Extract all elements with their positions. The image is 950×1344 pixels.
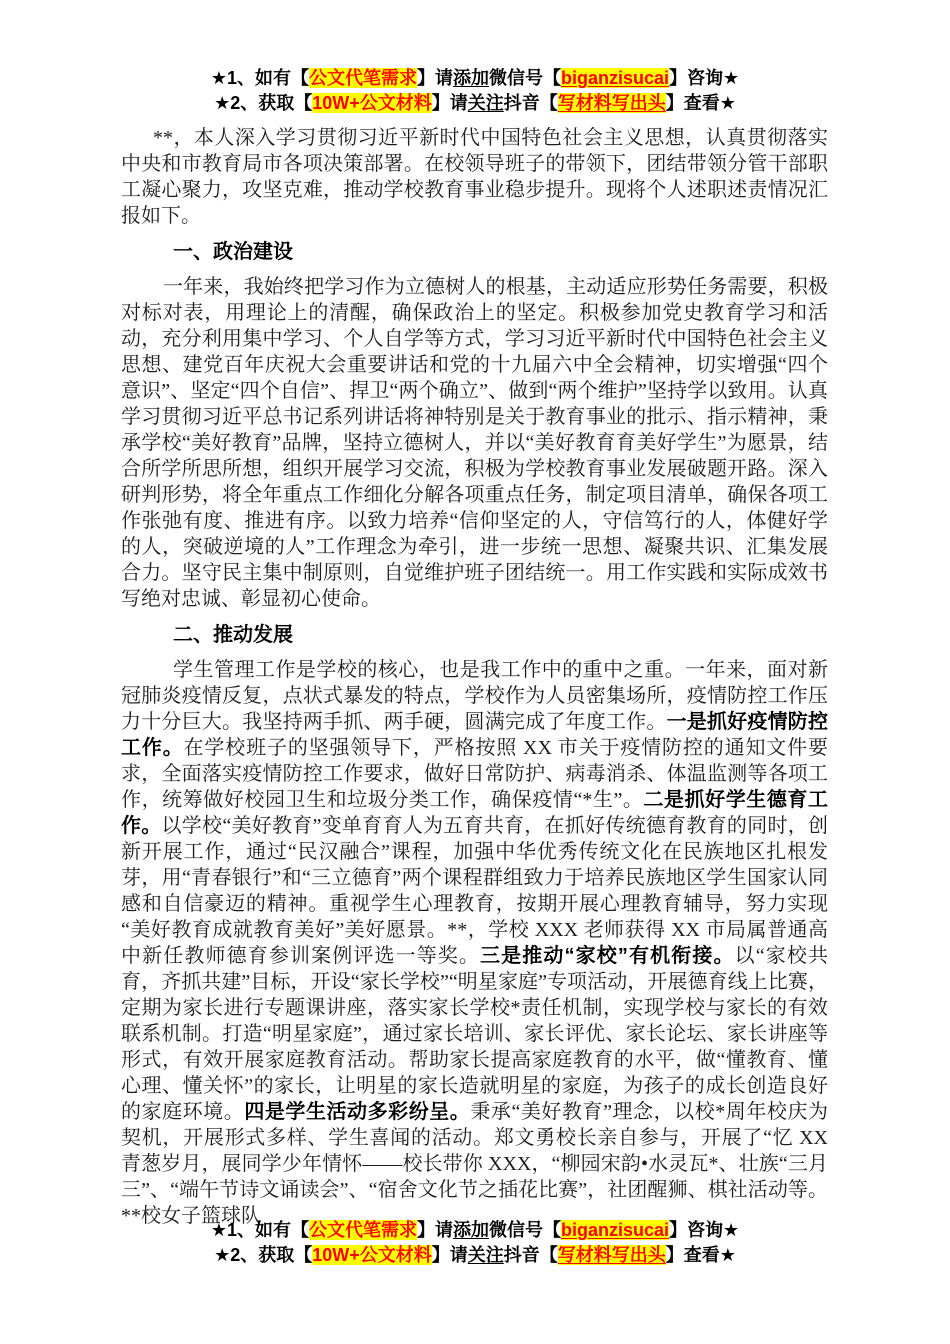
text-run: 二是抓好学生德育工作。 [121,789,828,837]
text-run: biganzisucai [560,1220,670,1240]
heading-promote-development: 二、推动发展 [173,624,293,646]
text-run: 】请 [431,93,468,113]
text-run: 10W+公文材料 [312,1245,432,1265]
text-run: 在学校班子的坚强领导下，严格按照 XX 市关于疫情防控的通知文件要求，全面落实疫情防控工作要求，做好日常防护、病毒消杀、体温监测等各项工作，统筹做好校园卫生和垃圾分类工作，确保疫情“*生”。 [121,737,829,811]
para-promote-development [121,657,828,1229]
text-run: 添加 [452,68,489,88]
text-run: **，本人深入学习贯彻习近平新时代中国特色社会主义思想，认真贯彻落实中央和市教育局市各项决策部署。在校领导班子的带领下，团结带领分管干部职工凝心聚力，攻坚克难，推动学校教育事业稳步提升。现将个人述职述责情况汇报如下。 [121,127,828,227]
text-run: 】请 [416,68,453,88]
text-run: 】咨询★ [669,1220,740,1240]
text-run: 四是学生活动多彩纷呈。 [244,1101,471,1123]
promo-footer-line2 [0,1243,950,1268]
text-run: ★2、获取【 [214,1245,313,1265]
text-run: 公文代笔需求 [308,68,417,88]
text-run: 写材料写出头 [557,93,666,113]
text-run: 以学校“美好教育”变单育育人为五育共育，在抓好传统德育教育的同时，创新开展工作，通过“民汉融合”课程，加强中华优秀传统文化在民族地区扎根发芽，用“青春银行”和“三立德育”两个课程群组致力于培养民族地区学生国家认同感和自信豪迈的精神。重视学生心理教育，按期开展心理教育辅导，努力实现“美好教育成就教育美好”美好愿景。**，学校 XXX 老师获得 XX 市局属普通高中新任教师德育参训案例评选一等奖。 [121,815,828,967]
text-run: 秉承“美好教育”理念，以校*周年校庆为契机，开展形式多样、学生喜闻的活动。郑文勇校长亲自参与，开展了“忆 XX 青葱岁月，展同学少年情怀——校长带你 XXX，“柳园宋韵•水灵瓦*、壮族“三月三”、“端午节诗文诵读会”、“宿舍文化节之插花比赛”，社团醒狮、棋社活动等。**校女子篮球队 [121,1101,829,1227]
text-run: 】查看★ [665,1245,736,1265]
text-run: 微信号【 [488,68,561,88]
promo-footer-line1 [0,1218,950,1243]
text-run: 抖音【 [503,1245,558,1265]
text-run: ★1、如有【 [210,68,309,88]
promo-header-line2 [0,91,950,116]
text-run: 写材料写出头 [557,1245,666,1265]
text-run: 三是推动“家校”有机衔接。 [480,945,735,967]
text-run: biganzisucai [560,68,670,88]
text-run: 一是抓好疫情防控工作。 [121,711,829,759]
para-political-construction [121,274,828,612]
text-run: ★2、获取【 [214,93,313,113]
para-intro [121,125,828,229]
text-run: ★1、如有【 [210,1220,309,1240]
text-run: 添加 [452,1220,489,1240]
text-run: 以“家校共育，齐抓共建”目标，开设“家长学校”“明星家庭”专项活动，开展德育线上比赛，定期为家长进行专题课讲座，落实家长学校*责任机制，实现学校与家长的有效联系机制。打造“明星家庭”，通过家长培训、家长评优、家长论坛、家长讲座等形式，有效开展家庭教育活动。帮助家长提高家庭教育的水平，做“懂教育、懂心理、懂关怀”的家长，让明星的家长造就明星的家庭，为孩子的成长创造良好的家庭环境。 [121,945,829,1123]
text-run: 一年来，我始终把学习作为立德树人的根基，主动适应形势任务需要，积极对标对表，用理论上的清醒，确保政治上的坚定。积极参加党史教育学习和活动，充分利用集中学习、个人自学等方式，学习习近平新时代中国特色社会主义思想、建党百年庆祝大会重要讲话和党的十九届六中全会精神，切实增强“四个意识”、坚定“四个自信”、捍卫“两个确立”、做到“两个维护”坚持学以致用。认真学习贯彻习近平总书记系列讲话将神特别是关于教育事业的批示、指示精神，秉承学校“美好教育”品牌，坚持立德树人，并以“美好教育育美好学生”为愿景，结合所学所思所想，组织开展学习交流，积极为学校教育事业发展破题开路。深入研判形势，将全年重点工作细化分解各项重点任务，制定项目清单，确保各项工作张弛有度、推进有序。以致力培养“信仰坚定的人，守信笃行的人，体健好学的人，突破逆境的人”工作理念为牵引，进一步统一思想、凝聚共识、汇集发展合力。坚守民主集中制原则，自觉维护班子团结统一。用工作实践和实际成效书写绝对忠诚、彰显初心使命。 [121,276,828,610]
text-run: 学生管理工作是学校的核心，也是我工作中的重中之重。一年来，面对新冠肺炎疫情反复，点状式暴发的特点，学校作为人员密集场所，疫情防控工作压力十分巨大。我坚持两手抓、两手硬，圆满完成了年度工作。 [121,659,828,733]
text-run: 公文代笔需求 [308,1220,417,1240]
text-run: 抖音【 [503,93,558,113]
document-body [0,125,950,1229]
text-run: 】请 [431,1245,468,1265]
promo-header [0,0,950,116]
text-run: 关注 [467,93,504,113]
promo-header-line1 [0,66,950,91]
text-run: 】咨询★ [669,68,740,88]
text-run: 】请 [416,1220,453,1240]
heading-political-construction: 一、政治建设 [173,241,293,263]
text-run: 】查看★ [665,93,736,113]
text-run: 关注 [467,1245,504,1265]
text-run: 微信号【 [488,1220,561,1240]
promo-footer [0,1218,950,1268]
text-run: 10W+公文材料 [312,93,432,113]
